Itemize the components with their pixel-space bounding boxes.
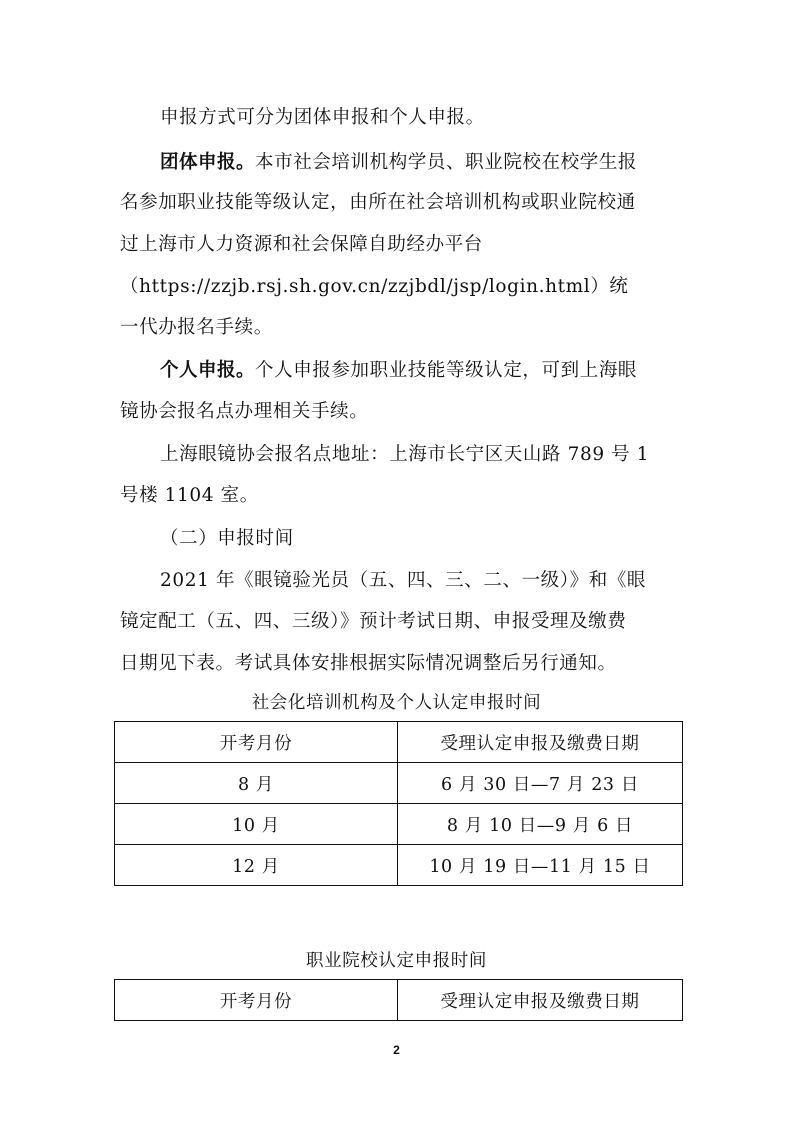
paragraph-line: 日期见下表。考试具体安排根据实际情况调整后另行通知。 [120,653,617,674]
paragraph-individual-declaration: 个人申报。个人申报参加职业技能等级认定，可到上海眼 [160,360,638,381]
cell-accept-date: 8 月 10 日—9 月 6 日 [398,804,683,845]
table2-caption: 职业院校认定申报时间 [306,951,487,971]
page-number: 2 [393,1043,400,1057]
paragraph-line: 过上海市人力资源和社会保障自助经办平台 [120,234,483,255]
paragraph-line: 镜定配工（五、四、三级）》预计考试日期、申报受理及缴费 [120,611,627,632]
paragraph-schedule: 2021 年《眼镜验光员（五、四、三、二、一级）》和《眼 [160,570,647,591]
individual-declaration-heading: 个人申报。 [160,360,256,381]
section-heading-declaration-time: （二）申报时间 [160,528,294,549]
table-row [115,804,683,845]
cell-exam-month: 10 月 [115,804,398,845]
header-accept-date: 受理认定申报及缴费日期 [398,722,683,763]
paragraph-line: 镜协会报名点办理相关手续。 [120,401,369,422]
cell-exam-month: 8 月 [115,763,398,804]
cell-accept-date: 6 月 30 日—7 月 23 日 [398,763,683,804]
header-exam-month: 开考月份 [115,980,398,1021]
cell-exam-month: 12 月 [115,845,398,886]
table-row [115,845,683,886]
platform-url-line: （https://zzjb.rsj.sh.gov.cn/zzjbdl/jsp/login.html）统 [120,276,629,297]
header-exam-month: 开考月份 [115,722,398,763]
paragraph-line: 一代办报名手续。 [120,317,273,338]
group-declaration-heading: 团体申报。 [160,152,256,173]
paragraph-line: 名参加职业技能等级认定，由所在社会培训机构或职业院校通 [120,192,636,213]
paragraph-group-declaration: 团体申报。本市社会培训机构学员、职业院校在校学生报 [160,152,638,173]
table-vocational-school-schedule [114,979,683,1021]
header-accept-date: 受理认定申报及缴费日期 [398,980,683,1021]
paragraph-address: 上海眼镜协会报名点地址：上海市长宁区天山路 789 号 1 [160,444,650,465]
cell-accept-date: 10 月 19 日—11 月 15 日 [398,845,683,886]
table-social-training-schedule [114,721,683,886]
table-header-row [115,722,683,763]
table-header-row [115,980,683,1021]
paragraph-line: 号楼 1104 室。 [120,485,259,506]
table1-caption: 社会化培训机构及个人认定申报时间 [251,693,542,713]
paragraph-declaration-methods: 申报方式可分为团体申报和个人申报。 [160,107,485,128]
table-row [115,763,683,804]
